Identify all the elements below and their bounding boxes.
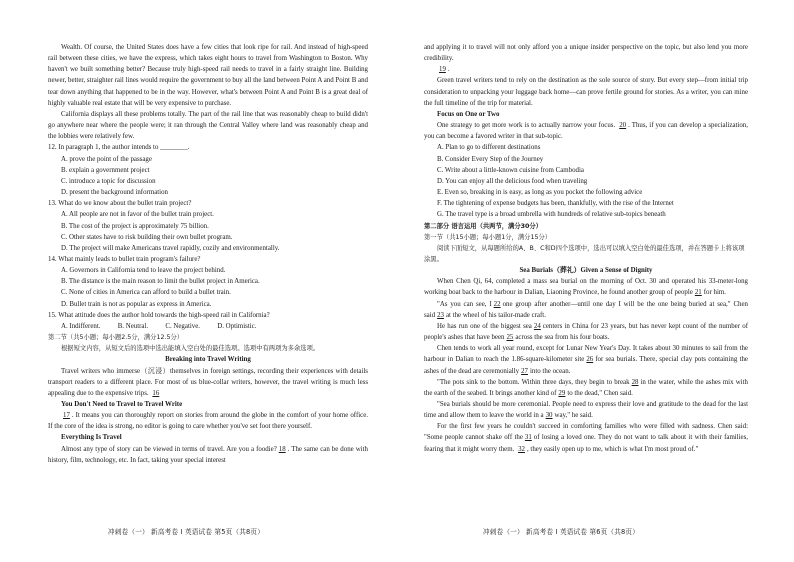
cloze-text: Chen tends to work all year round, except for Lunar New Year's Day. It takes about 30 minutes to sail from the harbour in Dalian to reach the 1.86-square-kilometer site: [424, 345, 748, 364]
option-12a: A. prove the point of the passage: [61, 155, 152, 163]
blank-30[interactable]: 30: [545, 412, 553, 420]
cloze-paragraph-2: [424, 299, 748, 321]
cloze-text: way," he said.: [554, 412, 593, 420]
blank-18[interactable]: 18: [278, 445, 286, 453]
blank-29[interactable]: 29: [558, 389, 566, 397]
cloze-text: centers in China for 23 years, but has never kept count of the number of people's ashes that have been: [424, 322, 748, 342]
option-14d: D. Bullet train is not as popular as express in America.: [61, 300, 212, 308]
blank-27[interactable]: 27: [521, 367, 528, 375]
passage-title: Breaking into Travel Writing: [165, 356, 251, 364]
passage-paragraph: California displays all these problems totally. The part of the rail line that was reasonably cheap to build didn't go anywhere near where the people were; it ran through the Central Valley where land was reasonably cheap and the lobbies were relatively few.: [48, 110, 368, 141]
page-6-footer: 冲刺卷（一） 新高考卷 I 英语试卷 第6页（共8页）: [483, 528, 639, 536]
option-a: A. Plan to go to different destinations: [437, 144, 541, 152]
cloze-text: , they easily open up to me, which is what I'm most proud of.": [526, 445, 699, 453]
option-g: G. The travel type is a broad umbrella with hundreds of relative sub-topics beneath: [437, 211, 666, 219]
page-5-footer: 冲刺卷（一） 新高考卷 I 英语试卷 第5页（共8页）: [108, 528, 264, 536]
question-13: 13. What do we know about the bullet train project?: [48, 200, 192, 208]
cloze-text: into the ocean.: [529, 367, 571, 375]
cloze-text: of losing a loved one. They do not want to talk about it with their families, fearing that it might worry them.: [424, 434, 749, 453]
question-15: 15. What attitude does the author hold towards the high-speed rail in California?: [48, 311, 270, 319]
option-e: E. Even so, breaking in is easy, as long as you pocket the following advice: [437, 189, 643, 197]
blank-26[interactable]: 26: [586, 356, 594, 364]
paragraph-20-text-a: One strategy to get more work is to actually narrow your focus.: [437, 122, 616, 130]
blank-24[interactable]: 24: [533, 322, 541, 330]
option-13a: A. All people are not in favor of the bullet train project.: [61, 211, 214, 219]
blank-25[interactable]: 25: [506, 334, 514, 342]
cloze-text: "As you can see, I: [437, 300, 492, 308]
paragraph-18: Almost any type of story can be viewed in terms of travel. Are you a foodie? 18 . The same can be done with history, film, technology, etc. In fact, taking your special interest: [48, 445, 368, 464]
option-f: F. The tightening of expense budgets has been, thankfully, with the rise of the Internet: [437, 200, 674, 208]
cloze-paragraph-4: [424, 343, 748, 376]
cloze-paragraph-3: [424, 321, 748, 343]
paragraph-17-text: It means you can thoroughly report on stories from around the globe in the comfort of your home office. If the core of the idea is strong, no editor is going to care whether you've set foot there yourself.: [48, 412, 368, 431]
option-12c: C. introduce a topic for discussion: [61, 177, 156, 185]
cloze-text: He has run one of the biggest sea: [437, 322, 532, 330]
blank-19[interactable]: 19: [439, 66, 446, 74]
option-14b: B. The distance is the main reason to limit the bullet project in America.: [61, 278, 260, 286]
option-c: C. Write about a little-known cuisine from Cambodia: [437, 166, 584, 174]
subheading-dont-need-to-travel: You Don't Need to Travel to Travel Write: [61, 401, 183, 408]
cloze-text: to the dead," Chen said.: [567, 389, 633, 397]
cloze-paragraph-7: [424, 421, 748, 454]
cloze-paragraph-6: [424, 399, 748, 421]
page-6-body: [424, 42, 748, 455]
cloze-text: "Sea burials should be more ceremonial. People need to express their love and gratitude to the dead for the last time and allow them to leave the world in a: [424, 401, 748, 420]
passage-paragraph: Wealth. Of course, the United States does have a few cities that look ripe for rail. And instead of high-speed rail between these cities, we have the express, which takes eight hours to travel from Washington to Boston. Why haven't we built something better? Because truly high-speed rail needs to travel in a fairly straight line. Building newer, better, straighter rail lines would require the government to buy all the land between Point A and Point B and tear down anything that happened to be in the way. However, what's between Point A and Point B is a great deal of highly valuable real estate that will be very expensive to purchase.: [48, 44, 368, 107]
option-12b: B. explain a government project: [61, 166, 150, 174]
section-1-instructions: 阅读下面短文，从每题所给的A、B、C和D四个选项中，选出可以填入空白处的最佳选项，并在答题卡上将该项涂黑。: [424, 244, 745, 263]
option-14a: A. Governors in California tend to leave the project behind.: [61, 267, 226, 275]
cloze-text: for sea burials. There, special clay pots containing the ashes of the dead are ceremonially: [424, 356, 748, 375]
blank-21[interactable]: 21: [694, 289, 702, 297]
subheading-focus: Focus on One or Two: [437, 110, 500, 118]
page-5-body: [48, 42, 368, 466]
blank-32[interactable]: 32: [518, 445, 525, 453]
cloze-text: one group after another—until one day I will be the one being buried at sea," Chen said: [424, 300, 749, 319]
cloze-paragraph-5: [424, 377, 748, 399]
part-2-heading: 第二部分 语言运用（共两节，满分30分）: [424, 222, 543, 230]
cloze-text: "The pots sink to the bottom. Within three days, they begin to break: [437, 378, 630, 386]
paragraph-green-writers: Green travel writers tend to rely on the destination as the sole source of story. But every step—from initial trip consideration to unpacking your luggage back home—can prove fertile ground for stories. As a writer, you can mine the full timeline of the trip for material.: [424, 77, 748, 107]
cloze-title: Sea Burials（葬礼）Given a Sense of Dignity: [519, 267, 653, 275]
cloze-paragraph-1: [424, 276, 748, 298]
cloze-text: across the sea from his four boats.: [515, 334, 610, 342]
blank-20[interactable]: 20: [619, 122, 627, 130]
cloze-text: When Chen Qi, 64, completed a mass sea burial on the morning of Oct. 30 and operated his 33-meter-long working boat back to the harbour in Dalian, Liaoning Province, he found another group of people: [424, 278, 748, 297]
option-13c: C. Other states have to risk building their own bullet program.: [61, 233, 233, 241]
cloze-text: for him.: [703, 289, 726, 297]
passage-intro: [48, 366, 368, 399]
blank-28[interactable]: 28: [631, 378, 639, 386]
option-13b: B. The cost of the project is approximately 75 billion.: [61, 222, 209, 230]
paragraph-20-text-b: Thus, if you can develop a specialization, you can become a favored writer in that sub-topic.: [424, 122, 748, 141]
cloze-text: in the water, while the ashes mix with the earth of the seabed. It brings another kind of: [424, 378, 748, 397]
subheading-everything-is-travel: Everything Is Travel: [61, 434, 122, 442]
option-b: B. Consider Every Step of the Journey: [437, 155, 544, 163]
blank-23[interactable]: 23: [437, 311, 444, 319]
page-6: [397, 0, 794, 562]
blank-16[interactable]: 16: [152, 389, 160, 397]
options-15: A. Indifferent. B. Neutral. C. Negative. D. Optimistic.: [61, 322, 257, 330]
option-d: D. You can enjoy all the delicious food when traveling: [437, 177, 588, 185]
section-1-heading: 第一节（共15小题；每小题1分，满分15分）: [424, 233, 552, 241]
intro-text: Travel writers who immerse（沉浸）themselves in foreign settings, recording their experiences with details transport readers to a different place. For most of us blue-collar writers, however, the travel writing is much less appealing due to the expensive trips.: [48, 367, 368, 397]
cloze-text: at the wheel of his tailor-made craft.: [446, 311, 546, 319]
blank-31[interactable]: 31: [524, 434, 532, 442]
paragraph-18-text-b: The same can be done with history, film, technology, etc. In fact, taking your special interest: [48, 445, 368, 464]
paragraph-19: 19 .: [439, 66, 450, 74]
paragraph-20: One strategy to get more work is to actually narrow your focus. 20 . Thus, if you can develop a specialization, you can become a favored writer in that sub-topic.: [424, 122, 748, 141]
option-12d: D. present the background information: [61, 189, 168, 197]
section-2-heading: 第二节（共5小题；每小题2.5分，满分12.5分）: [48, 334, 184, 342]
option-14c: C. None of cities in America can afford to build a bullet train.: [61, 289, 231, 297]
cloze-text: For the first few years he couldn't succeed in comforting families who were filled with sadness. Chen said: "Some people cannot shake off the: [424, 423, 748, 442]
question-14: 14. What mainly leads to bullet train program's failure?: [48, 255, 201, 263]
paragraph-continued: and applying it to travel will not only afford you a unique insider perspective on the topic, but also lend you more credibility.: [424, 44, 748, 63]
blank-22[interactable]: 22: [493, 300, 501, 308]
paragraph-17: 17 . It means you can thoroughly report on stories from around the globe in the comfort of your home office. If the core of the idea is strong, no editor is going to care whether you've set foot there yourself.: [48, 412, 368, 431]
question-12: 12. In paragraph 1, the author intends to ________.: [48, 144, 190, 152]
blank-17[interactable]: 17: [63, 412, 70, 420]
paragraph-18-text-a: Almost any type of story can be viewed in terms of travel. Are you a foodie?: [61, 445, 277, 453]
option-13d: D. The project will make Americans travel rapidly, cozily and environmentally.: [61, 244, 280, 252]
section-2-instructions: 根据短文内容，从短文后的选项中选出能填入空白处的最佳选项。选项中有两项为多余选项。: [61, 345, 320, 353]
